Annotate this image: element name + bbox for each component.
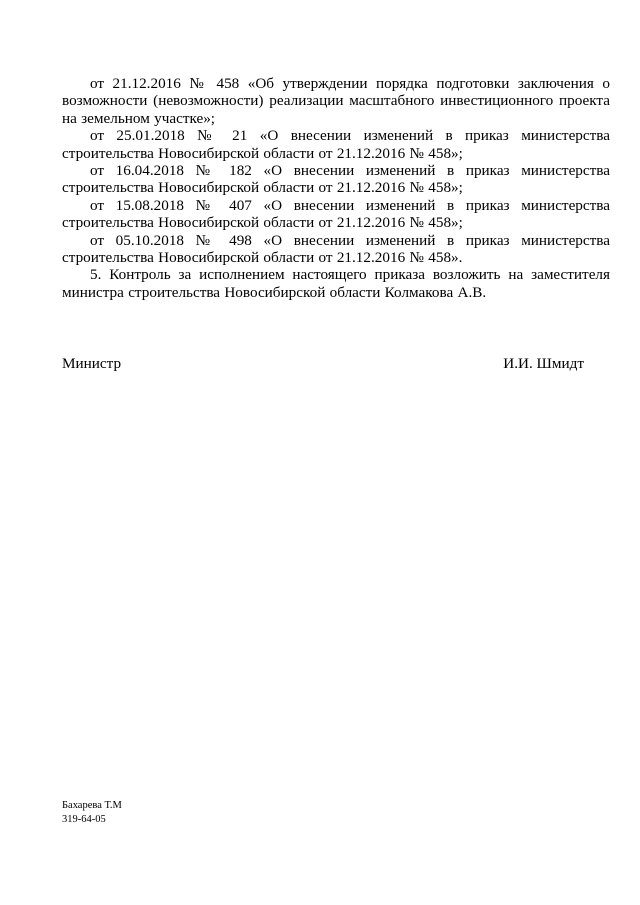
paragraph-order-407: от 15.08.2018 № 407 «О внесении изменений в приказ министерства строительства Новосибирской области от 21.12.2016 № 458»; [62, 196, 610, 232]
paragraph-order-182: от 16.04.2018 № 182 «О внесении изменений в приказ министерства строительства Новосибирской области от 21.12.2016 № 458»; [62, 162, 610, 197]
executor-info [62, 799, 122, 827]
paragraph-order-498: от 05.10.2018 № 498 «О внесении изменений в приказ министерства строительства Новосибирской области от 21.12.2016 № 458». [62, 231, 610, 267]
paragraph-order-21: от 25.01.2018 № 21 «О внесении изменений в приказ министерства строительства Новосибирской области от 21.12.2016 № 458»; [62, 127, 610, 162]
signatory-title: Министр [62, 355, 122, 372]
signatory-name: И.И. Шмидт [503, 355, 584, 372]
executor-name: Бахарева Т.М [62, 800, 122, 811]
document-body [62, 75, 610, 301]
executor-phone: 319-64-05 [62, 814, 106, 825]
paragraph-control-clause: 5. Контроль за исполнением настоящего приказа возложить на заместителя министра строительства Новосибирской области Колмакова А.В. [62, 266, 610, 301]
paragraph-order-458: от 21.12.2016 № 458 «Об утверждении порядка подготовки заключения о возможности (невозможности) реализации масштабного инвестиционного проекта на земельном участке»; [62, 75, 610, 127]
